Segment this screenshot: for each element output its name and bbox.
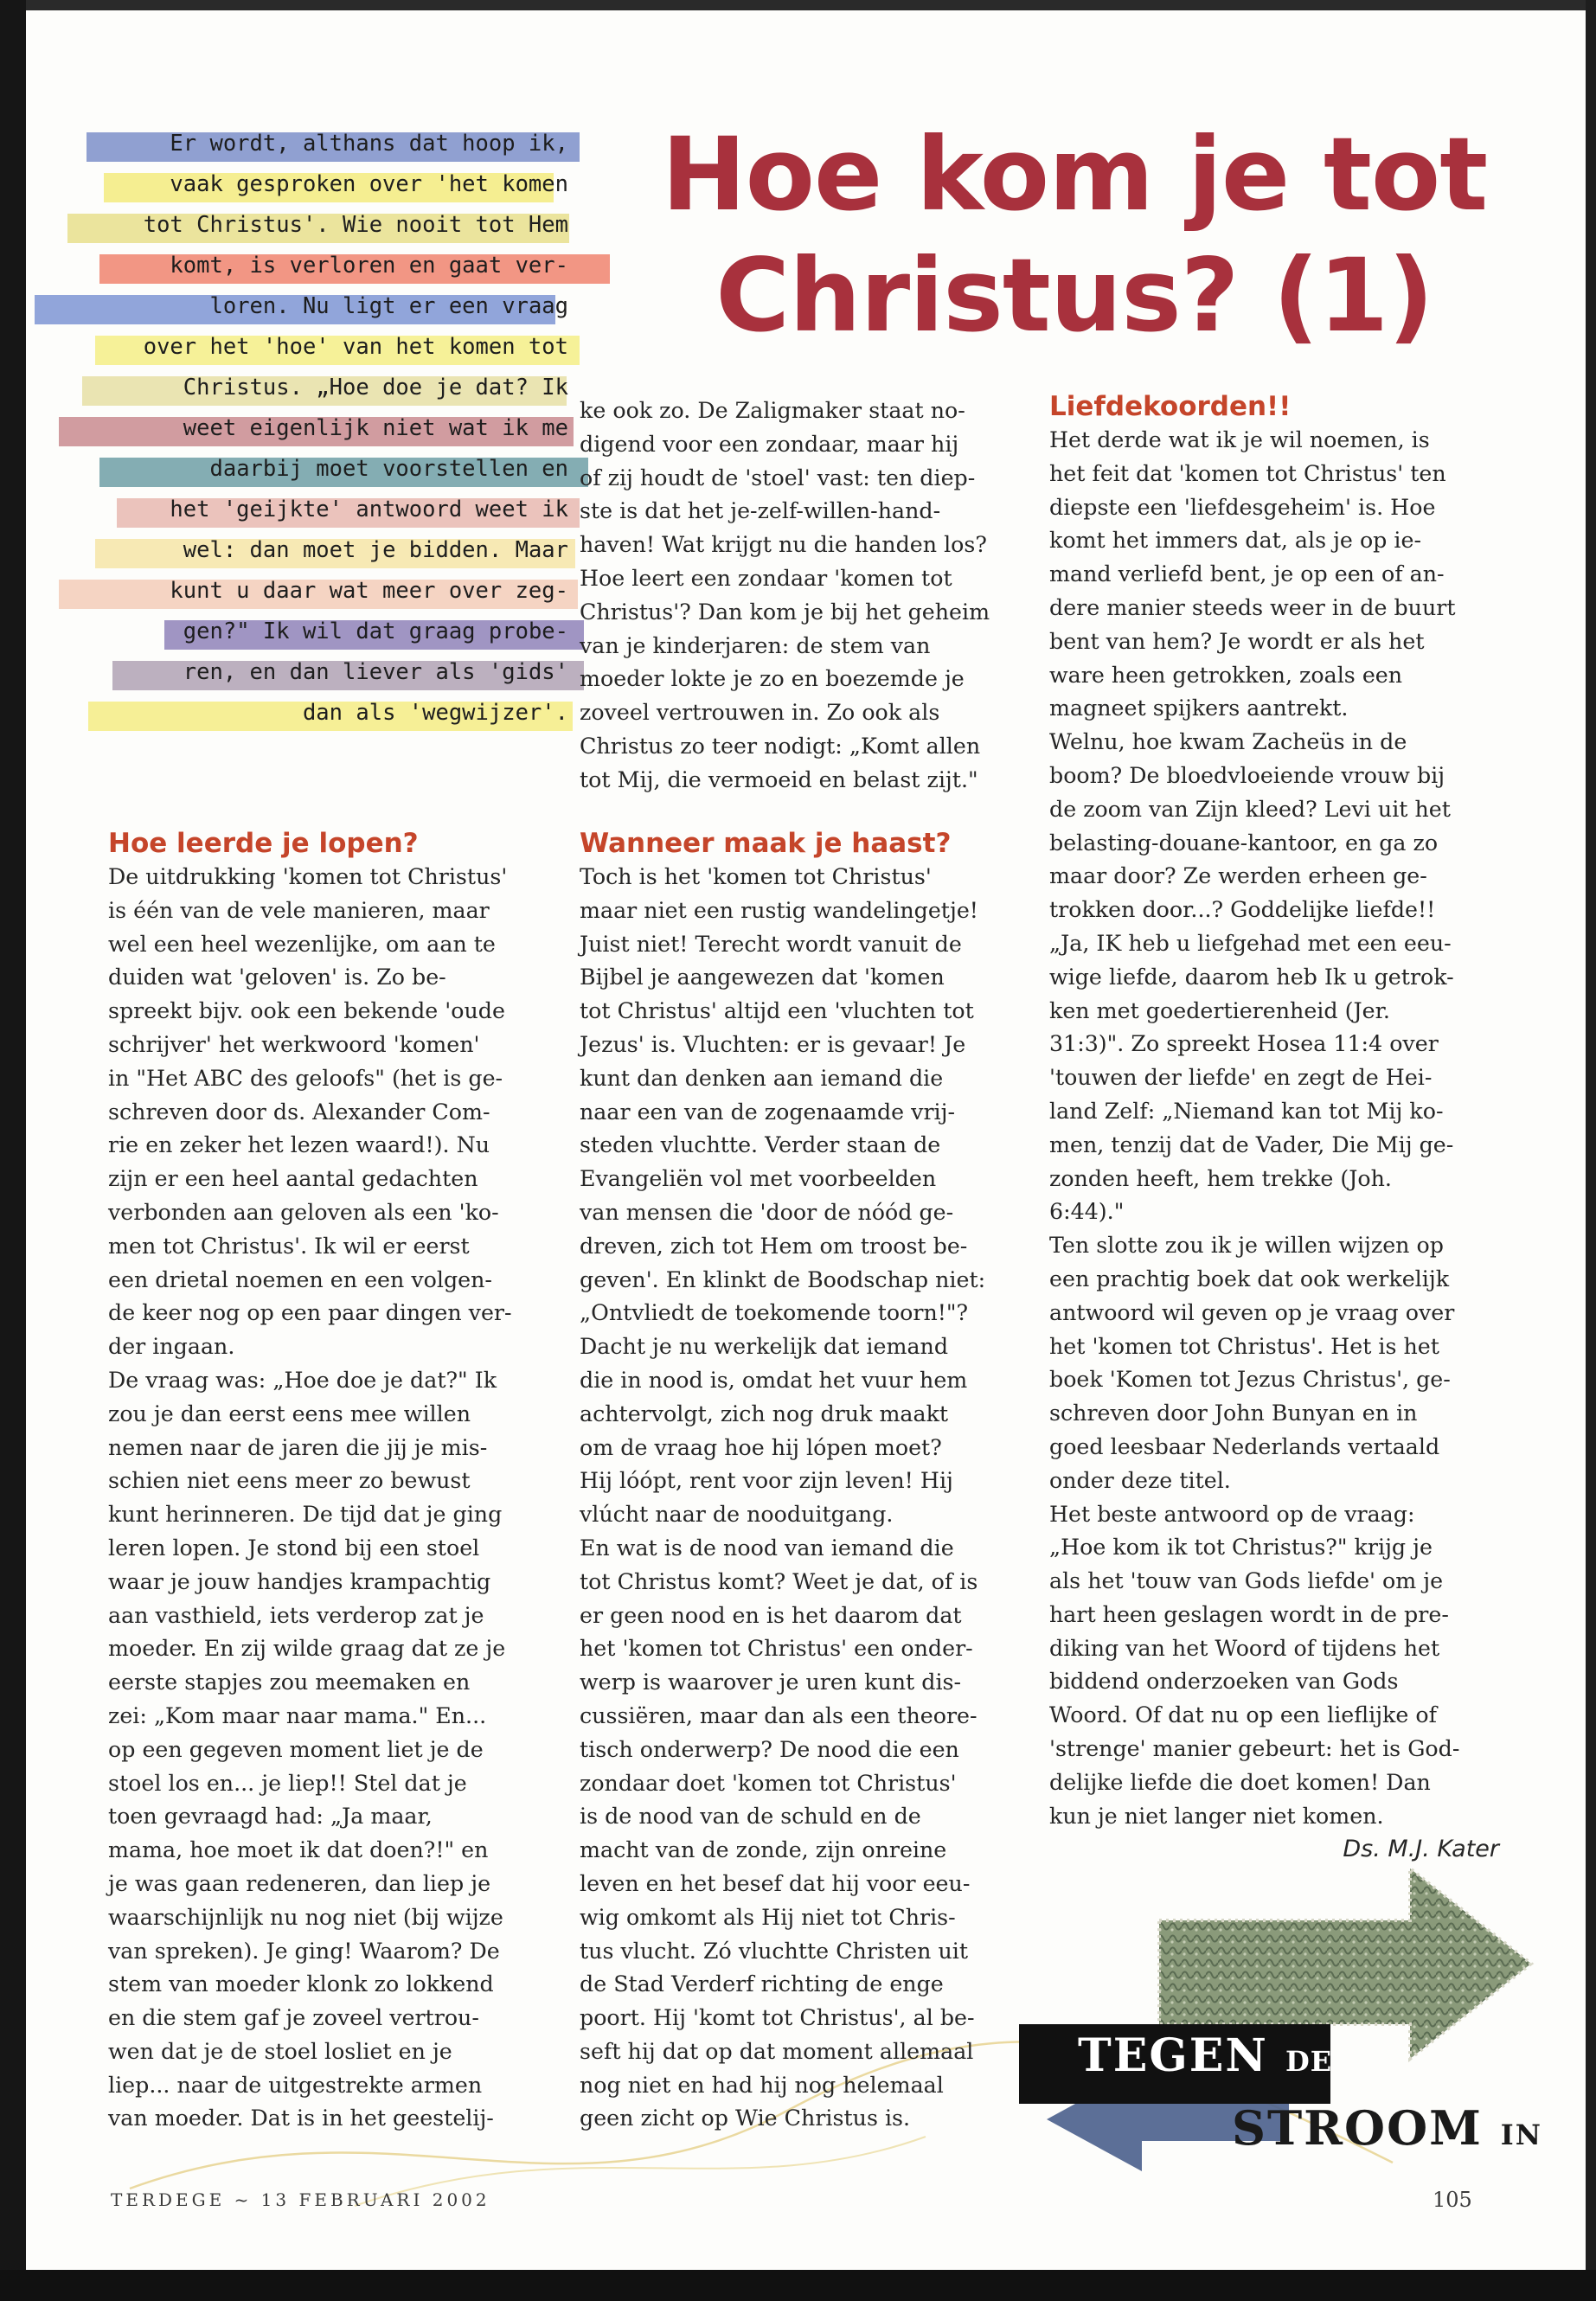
text-line: is de nood van de schuld en de <box>580 1804 921 1830</box>
text-line: schreven door John Bunyan en in <box>1049 1400 1418 1426</box>
title-line-2: Christus? (1) <box>715 236 1433 355</box>
text-line: van spreken). Je ging! Waarom? De <box>108 1938 500 1964</box>
text-line: kunt herinneren. De tijd dat je ging <box>108 1502 503 1528</box>
text-line: wen dat je de stoel losliet en je <box>108 2038 452 2064</box>
text-line: Ten slotte zou ik je willen wijzen op <box>1049 1233 1444 1259</box>
text-line: men tot Christus'. Ik wil er eerst <box>108 1233 470 1259</box>
text-line: Jezus' is. Vluchten: er is gevaar! Je <box>580 1031 966 1057</box>
text-line: onder deze titel. <box>1049 1467 1231 1493</box>
page-title <box>581 114 1567 356</box>
section-heading-1: Hoe leerde je lopen? <box>108 828 419 859</box>
text-line: tisch onderwerp? De nood die een <box>580 1736 959 1762</box>
text-line: 'touwen der liefde' en zegt de Hei- <box>1049 1065 1433 1091</box>
intro-line: weet eigenlijk niet wat ik me <box>35 410 588 451</box>
column-3-text <box>1049 424 1499 1833</box>
text-line: dreven, zich tot Hem om troost be- <box>580 1233 968 1259</box>
column-2-text <box>580 861 1029 2136</box>
text-line: in "Het ABC des geloofs" (het is ge- <box>108 1065 503 1091</box>
column-1-text <box>108 861 558 2136</box>
text-line: ware heen getrokken, zoals een <box>1049 662 1403 688</box>
text-line: men, tenzij dat de Vader, Die Mij ge- <box>1049 1131 1454 1157</box>
text-line: stem van moeder klonk zo lokkend <box>108 1971 494 1997</box>
text-line: trokken door...? Goddelijke liefde!! <box>1049 897 1436 923</box>
text-line: macht van de zonde, zijn onreine <box>580 1837 947 1863</box>
column-2 <box>580 394 1029 798</box>
intro-line: tot Christus'. Wie nooit tot Hem <box>35 207 588 247</box>
text-line: tot Christus komt? Weet je dat, of is <box>580 1568 978 1594</box>
section-logo <box>1012 1860 1566 2180</box>
text-line: waar je jouw handjes krampachtig <box>108 1568 491 1594</box>
text-line: Hij lóópt, rent voor zijn leven! Hij <box>580 1468 953 1494</box>
intro-line: vaak gesproken over 'het komen <box>35 166 588 207</box>
text-line: nog niet en had hij nog helemaal <box>580 2072 944 2098</box>
text-line: wel een heel wezenlijke, om aan te <box>108 931 496 957</box>
intro-line: gen?" Ik wil dat graag probe- <box>35 613 588 654</box>
text-line: land Zelf: „Niemand kan tot Mij ko- <box>1049 1098 1444 1124</box>
text-line: 31:3)". Zo spreekt Hosea 11:4 over <box>1049 1031 1439 1057</box>
text-line: Juist niet! Terecht wordt vanuit de <box>580 931 962 957</box>
text-line: bent van hem? Je wordt er als het <box>1049 628 1425 654</box>
text-line: duiden wat 'geloven' is. Zo be- <box>108 965 446 990</box>
scan-border-left <box>0 0 26 2301</box>
text-line: „Hoe kom ik tot Christus?" krijg je <box>1049 1535 1433 1561</box>
text-line: tot Christus' altijd een 'vluchten tot <box>580 998 974 1024</box>
text-line: 'strenge' manier gebeurt: het is God- <box>1049 1736 1460 1762</box>
text-line: spreekt bijv. ook een bekende 'oude <box>108 998 505 1024</box>
text-line: de keer nog op een paar dingen ver- <box>108 1300 512 1326</box>
text-line: De uitdrukking 'komen tot Christus' <box>108 864 508 889</box>
text-line: wig omkomt als Hij niet tot Chris- <box>580 1904 956 1930</box>
text-line: maar door? Ze werden erheen ge- <box>1049 863 1427 889</box>
text-line: liep... naar de uitgestrekte armen <box>108 2072 483 2098</box>
text-line: of zij houdt de 'stoel' vast: ten diep- <box>580 465 976 490</box>
intro-line: wel: dan moet je bidden. Maar <box>35 532 588 573</box>
text-line: wige liefde, daarom heb Ik u getrok- <box>1049 964 1454 990</box>
scan-border-bottom <box>0 2270 1596 2301</box>
text-line: goed leesbaar Nederlands vertaald <box>1049 1433 1440 1459</box>
text-line: Het beste antwoord op de vraag: <box>1049 1501 1415 1527</box>
column-2-section <box>580 826 1029 2136</box>
text-line: boek 'Komen tot Jezus Christus', ge- <box>1049 1367 1451 1393</box>
text-line: ke ook zo. De Zaligmaker staat no- <box>580 398 965 423</box>
text-line: diepste een 'liefdesgeheim' is. Hoe <box>1049 494 1436 520</box>
text-line: mand verliefd bent, je op een of an- <box>1049 561 1445 587</box>
text-line: ste is dat het je-zelf-willen-hand- <box>580 498 941 524</box>
text-line: diking van het Woord of tijdens het <box>1049 1635 1440 1661</box>
text-line: delijke liefde die doet komen! Dan <box>1049 1769 1431 1795</box>
logo-text-tegen-de: TEGEN DE <box>1078 2029 1333 2082</box>
intro-line: komt, is verloren en gaat ver- <box>35 247 588 288</box>
text-line: zondaar doet 'komen tot Christus' <box>580 1770 957 1796</box>
page-number: 105 <box>1433 2188 1472 2212</box>
text-line: Dacht je nu werkelijk dat iemand <box>580 1334 949 1360</box>
text-line: geen zicht op Wie Christus is. <box>580 2106 911 2131</box>
intro-line: Christus. „Hoe doe je dat? Ik <box>35 369 588 410</box>
text-line: als het 'touw van Gods liefde' om je <box>1049 1568 1444 1594</box>
text-line: Evangeliën vol met voorbeelden <box>580 1166 937 1192</box>
author-signature: Ds. M.J. Kater <box>1343 1836 1499 1863</box>
text-line: haven! Wat krijgt nu die handen los? <box>580 532 987 558</box>
text-line: eerste stapjes zou meemaken en <box>108 1670 471 1695</box>
intro-line: kunt u daar wat meer over zeg- <box>35 573 588 613</box>
scan-border-top <box>0 0 1596 10</box>
text-line: nemen naar de jaren die jij je mis- <box>108 1434 488 1460</box>
text-line: zonden heeft, hem trekke (Joh. <box>1049 1165 1392 1191</box>
text-line: moeder lokte je zo en boezemde je <box>580 666 965 692</box>
text-line: zoveel vertrouwen in. Zo ook als <box>580 700 940 726</box>
intro-line: over het 'hoe' van het komen tot <box>35 329 588 369</box>
text-line: „Ja, IK heb u liefgehad met een eeu- <box>1049 930 1452 956</box>
text-line: der ingaan. <box>108 1334 235 1360</box>
text-line: Christus'? Dan kom je bij het geheim <box>580 599 990 625</box>
text-line: van je kinderjaren: de stem van <box>580 632 931 658</box>
text-line: zou je dan eerst eens mee willen <box>108 1400 471 1426</box>
text-line: magneet spijkers aantrekt. <box>1049 695 1349 721</box>
text-line: Woord. Of dat nu op een lieflijke of <box>1049 1702 1437 1728</box>
scan-border-right <box>1586 0 1596 2301</box>
text-line: je was gaan redeneren, dan liep je <box>108 1870 491 1896</box>
intro-line: Er wordt, althans dat hoop ik, <box>35 125 588 166</box>
intro-line: ren, en dan liever als 'gids' <box>35 654 588 695</box>
text-line: om de vraag hoe hij lópen moet? <box>580 1434 942 1460</box>
column-2-top-text <box>580 394 1029 798</box>
text-line: cussiëren, maar dan als een theore- <box>580 1702 977 1728</box>
text-line: 6:44)." <box>1049 1199 1125 1225</box>
text-line: stoel los en... je liep!! Stel dat je <box>108 1770 467 1796</box>
text-line: achtervolgt, zich nog druk maakt <box>580 1400 949 1426</box>
text-line: schreven door ds. Alexander Com- <box>108 1099 490 1125</box>
text-line: schrijver' het werkwoord 'komen' <box>108 1031 480 1057</box>
text-line: een drietal noemen en een volgen- <box>108 1266 492 1292</box>
text-line: het feit dat 'komen tot Christus' ten <box>1049 460 1446 486</box>
text-line: kunt dan denken aan iemand die <box>580 1065 944 1091</box>
text-line: geven'. En klinkt de Boodschap niet: <box>580 1266 986 1292</box>
text-line: de zoom van Zijn kleed? Levi uit het <box>1049 796 1451 822</box>
text-line: dere manier steeds weer in de buurt <box>1049 594 1456 620</box>
text-line: kun je niet langer niet komen. <box>1049 1803 1384 1829</box>
text-line: het 'komen tot Christus'. Het is het <box>1049 1333 1439 1359</box>
title-line-1: Hoe kom je tot <box>661 115 1488 234</box>
text-line: mama, hoe moet ik dat doen?!" en <box>108 1837 489 1863</box>
text-line: tot Mij, die vermoeid en belast zijt." <box>580 766 978 792</box>
section-heading-3: Liefdekoorden!! <box>1049 391 1292 422</box>
text-line: Christus zo teer nodigt: „Komt allen <box>580 733 981 759</box>
text-line: verbonden aan geloven als een 'ko- <box>108 1199 499 1225</box>
text-line: belasting-douane-kantoor, en ga zo <box>1049 830 1439 856</box>
intro-line: het 'geijkte' antwoord weet ik <box>35 491 588 532</box>
text-line: De vraag was: „Hoe doe je dat?" Ik <box>108 1367 497 1393</box>
text-line: die in nood is, omdat het vuur hem <box>580 1367 968 1393</box>
text-line: tus vlucht. Zó vluchtte Christen uit <box>580 1938 969 1964</box>
text-line: boom? De bloedvloeiende vrouw bij <box>1049 762 1445 788</box>
text-line: een prachtig boek dat ook werkelijk <box>1049 1266 1450 1292</box>
text-line: Hoe leert een zondaar 'komen tot <box>580 565 952 591</box>
text-line: vlúcht naar de nooduitgang. <box>580 1502 894 1528</box>
text-line: er geen nood en is het daarom dat <box>580 1602 962 1628</box>
text-line: Toch is het 'komen tot Christus' <box>580 864 932 889</box>
text-line: En wat is de nood van iemand die <box>580 1535 954 1561</box>
text-line: rie en zeker het lezen waard!). Nu <box>108 1132 490 1158</box>
text-line: is één van de vele manieren, maar <box>108 897 490 923</box>
text-line: maar niet een rustig wandelingetje! <box>580 897 978 923</box>
text-line: hart heen geslagen wordt in de pre- <box>1049 1601 1449 1627</box>
text-line: biddend onderzoeken van Gods <box>1049 1669 1399 1695</box>
text-line: en die stem gaf je zoveel vertrou- <box>108 2005 479 2031</box>
logo-text-stroom-in: STROOM IN <box>1232 2100 1542 2156</box>
text-line: digend voor een zondaar, maar hij <box>580 431 959 457</box>
text-line: zijn er een heel aantal gedachten <box>108 1166 478 1192</box>
text-line: het 'komen tot Christus' een onder- <box>580 1636 973 1662</box>
intro-text-block <box>35 125 588 735</box>
text-line: poort. Hij 'komt tot Christus', al be- <box>580 2005 975 2031</box>
text-line: waarschijnlijk nu nog niet (bij wijze <box>108 1904 503 1930</box>
text-line: Welnu, hoe kwam Zacheüs in de <box>1049 729 1407 755</box>
intro-line: daarbij moet voorstellen en <box>35 451 588 491</box>
text-line: moeder. En zij wilde graag dat ze je <box>108 1636 506 1662</box>
text-line: „Ontvliedt de toekomende toorn!"? <box>580 1300 969 1326</box>
text-line: Bijbel je aangewezen dat 'komen <box>580 965 945 990</box>
text-line: de Stad Verderf richting de enge <box>580 1971 944 1997</box>
text-line: Het derde wat ik je wil noemen, is <box>1049 427 1430 452</box>
text-line: leven en het besef dat hij voor eeu- <box>580 1870 971 1896</box>
text-line: schien niet eens meer zo bewust <box>108 1468 471 1494</box>
column-1 <box>108 826 558 2136</box>
text-line: aan vasthield, iets verderop zat je <box>108 1602 484 1628</box>
text-line: werp is waarover je uren kunt dis- <box>580 1670 962 1695</box>
text-line: van moeder. Dat is in het geestelij- <box>108 2106 494 2131</box>
text-line: van mensen die 'door de nóód ge- <box>580 1199 954 1225</box>
text-line: ken met goedertierenheid (Jer. <box>1049 997 1390 1023</box>
intro-line: loren. Nu ligt er een vraag <box>35 288 588 329</box>
text-line: steden vluchtte. Verder staan de <box>580 1132 941 1158</box>
text-line: antwoord wil geven op je vraag over <box>1049 1299 1455 1325</box>
text-line: komt het immers dat, als je op ie- <box>1049 528 1422 554</box>
footer-publication: TERDEGE ~ 13 FEBRUARI 2002 <box>111 2189 490 2210</box>
text-line: toen gevraagd had: „Ja maar, <box>108 1804 433 1830</box>
intro-line: dan als 'wegwijzer'. <box>35 695 588 735</box>
text-line: naar een van de zogenaamde vrij- <box>580 1099 956 1125</box>
column-3 <box>1049 389 1499 1867</box>
text-line: seft hij dat op dat moment allemaal <box>580 2038 974 2064</box>
text-line: leren lopen. Je stond bij een stoel <box>108 1535 480 1561</box>
text-line: op een gegeven moment liet je de <box>108 1736 484 1762</box>
section-heading-2: Wanneer maak je haast? <box>580 828 952 859</box>
text-line: zei: „Kom maar naar mama." En... <box>108 1702 487 1728</box>
